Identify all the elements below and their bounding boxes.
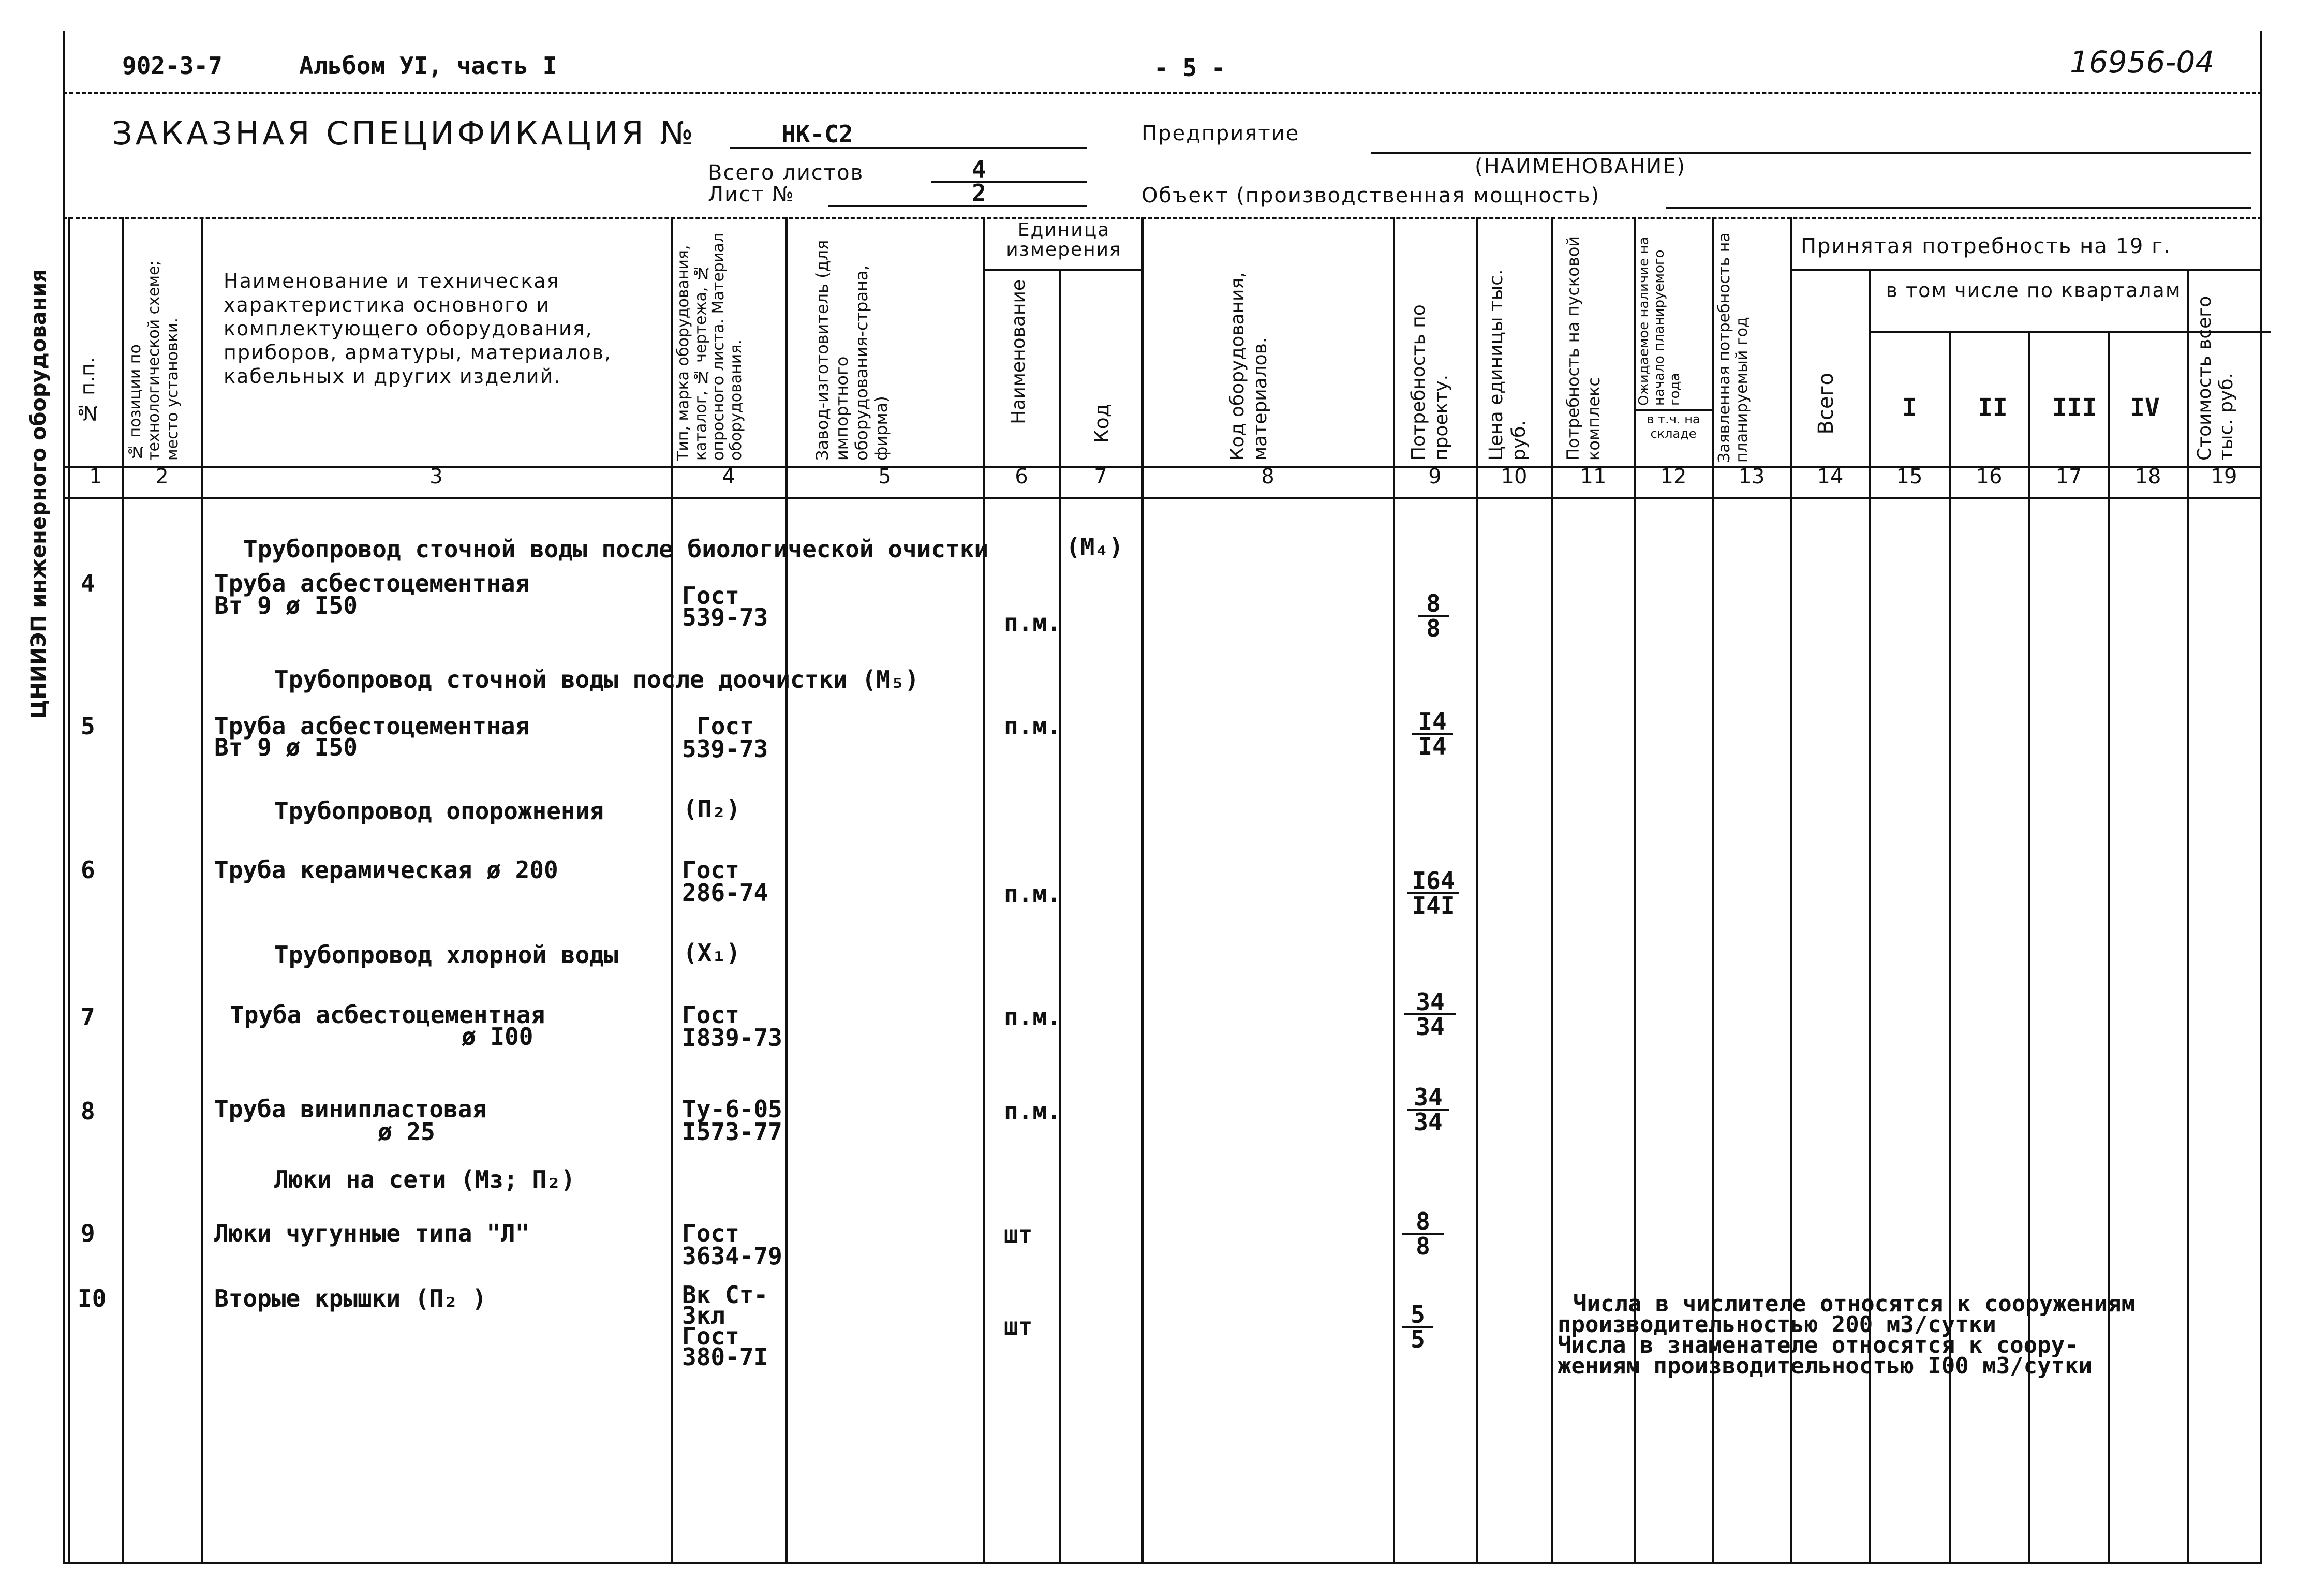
- quantity-numerator: I4: [1418, 707, 1447, 735]
- col-header-6: Наименование: [1008, 279, 1029, 424]
- row-number: 4: [81, 569, 95, 597]
- col-line-7: [1141, 217, 1144, 1563]
- section-code: (П₂): [683, 795, 740, 823]
- quantity-numerator: 34: [1416, 988, 1445, 1016]
- col-num-2: 2: [155, 465, 169, 489]
- row-type-line4: 380-7I: [682, 1343, 768, 1371]
- note-line-2: производительностью 200 м3/сутки: [1558, 1311, 1996, 1338]
- section-title: Трубопровод сточной воды после доочистки (М₅): [274, 666, 920, 693]
- row-type-line3: Гост: [682, 1322, 739, 1350]
- row-type-line1: Гост: [696, 712, 754, 740]
- row-quantity: [1418, 589, 1449, 642]
- col-line-18: [2187, 269, 2189, 1563]
- object-label: Объект (производственная мощность): [1141, 184, 1600, 208]
- quantity-numerator: 34: [1414, 1083, 1443, 1111]
- col-num-15: 15: [1896, 465, 1923, 489]
- col-header-9: Потребность по проекту.: [1408, 304, 1452, 461]
- col-line-10: [1551, 217, 1553, 1563]
- spec-title: ЗАКАЗНАЯ СПЕЦИФИКАЦИЯ №: [112, 114, 696, 152]
- total-sheets-underline: [931, 181, 1087, 183]
- col-header-7: Код: [1090, 404, 1113, 444]
- sheet-underline: [828, 205, 1087, 207]
- accepted-subheader-line: [1790, 269, 2261, 271]
- row-name-line1: Труба винипластовая: [214, 1095, 487, 1123]
- row-name-line2: Вт 9 ø I50: [214, 592, 358, 619]
- quarter-2: II: [1978, 393, 2008, 422]
- object-underline: [1666, 207, 2251, 209]
- row-number: 5: [81, 712, 95, 740]
- col-header-13: Заявленная потребность на планируемый год: [1715, 232, 1751, 463]
- page-number: - 5 -: [1154, 54, 1226, 82]
- quantity-denominator: 8: [1416, 1232, 1430, 1260]
- side-label: ЦНИИЭП инженерного оборудования: [27, 269, 51, 719]
- section-code: (М₄): [1066, 533, 1123, 561]
- frame-left: [63, 31, 65, 1563]
- quantity-numerator: 8: [1416, 1207, 1430, 1235]
- note-line-3: Числа в знаменателе относятся к соору-: [1558, 1332, 2079, 1358]
- c12-split-line: [1634, 409, 1712, 411]
- header-dashed-line: [63, 217, 2262, 219]
- col-header-6-7: Единица измерения: [1006, 219, 1122, 260]
- row-type-line1: Гост: [682, 856, 739, 884]
- row-number: 7: [81, 1003, 95, 1031]
- row-number: 8: [81, 1097, 95, 1125]
- col-num-16: 16: [1976, 465, 2003, 489]
- note-line-1: Числа в числителе относятся к сооружениям: [1573, 1291, 2136, 1317]
- section-title: Люки на сети (Мз; П₂): [274, 1165, 575, 1193]
- col-num-6: 6: [1015, 465, 1028, 489]
- col-header-19: Стоимость всего тыс. руб.: [2194, 295, 2237, 461]
- col-num-17: 17: [2055, 465, 2082, 489]
- col-num-9: 9: [1428, 465, 1442, 489]
- col-line-17: [2108, 331, 2110, 1563]
- row-type-line2: 539-73: [682, 603, 768, 631]
- quantity-denominator: 34: [1416, 1013, 1445, 1041]
- col-num-14: 14: [1817, 465, 1844, 489]
- col-header-3: Наименование и техническая характеристика основного и комплектующего оборудования, приборов, арматуры, материалов, кабельных и других изделий.: [224, 270, 612, 388]
- row-quantity: [1402, 1301, 1433, 1353]
- top-dashed-line: [63, 92, 2262, 94]
- section-code: (Х₁): [683, 939, 740, 967]
- row-name-line2: ø I00: [462, 1023, 533, 1051]
- row-unit: шт: [1004, 1220, 1033, 1248]
- col-header-14: Всего: [1814, 373, 1838, 435]
- col-num-12: 12: [1660, 465, 1687, 489]
- enterprise-label: Предприятие: [1141, 122, 1300, 145]
- section-title: Трубопровод хлорной воды: [274, 941, 618, 969]
- col-num-5: 5: [878, 465, 892, 489]
- col-num-8: 8: [1261, 465, 1274, 489]
- spec-number-underline: [730, 147, 1087, 149]
- row-quantity: [1407, 867, 1459, 920]
- col-line-2: [201, 217, 203, 1563]
- col-line-1: [122, 217, 124, 1563]
- row-quantity: [1402, 1207, 1444, 1260]
- row-name-line2: ø 25: [378, 1118, 435, 1146]
- col-line-3: [671, 217, 673, 1563]
- row-type-line1: Вк Ст-: [682, 1281, 768, 1309]
- col-num-3: 3: [429, 465, 443, 489]
- col-line-9: [1476, 217, 1478, 1563]
- row-type-line2: I839-73: [682, 1024, 782, 1052]
- row-type-line2: 286-74: [682, 879, 768, 907]
- unit-subheader-line: [983, 269, 1144, 271]
- quarter-3: III: [2052, 393, 2097, 422]
- row-name-line1: Труба керамическая ø 200: [214, 856, 558, 884]
- row-type-line1: Гост: [682, 1219, 739, 1247]
- row-number: 6: [81, 856, 95, 884]
- table-colnum-bottom: [63, 497, 2262, 499]
- col-num-4: 4: [722, 465, 735, 489]
- col-header-1: № п.п.: [76, 357, 99, 424]
- quarter-1: I: [1902, 393, 1917, 422]
- col-header-5: Завод-изготовитель (для импортного оборудования-страна, фирма): [812, 240, 891, 461]
- section-title: Трубопровод опорожнения: [274, 797, 604, 825]
- row-type-line2: 3кл: [682, 1302, 725, 1329]
- col-line-5: [983, 217, 985, 1563]
- row-number: I0: [78, 1284, 107, 1312]
- row-type-line2: 3634-79: [682, 1242, 782, 1270]
- quantity-denominator: 34: [1414, 1108, 1443, 1136]
- row-type-line1: Гост: [682, 1001, 739, 1029]
- col-num-7: 7: [1094, 465, 1107, 489]
- spec-number: НК-С2: [781, 120, 853, 148]
- total-sheets-value: 4: [972, 155, 986, 183]
- quantity-numerator: I64: [1412, 867, 1455, 895]
- col-header-8: Код оборудования, материалов.: [1227, 272, 1271, 461]
- row-name-line1: Труба асбестоцементная: [214, 712, 530, 740]
- col-header-2: № позиции по технологической схеме; место установки.: [126, 260, 182, 461]
- quantity-numerator: 8: [1426, 589, 1441, 617]
- row-number: 9: [81, 1219, 95, 1247]
- col-header-12-top: Ожидаемое наличие на начало планируемого года: [1636, 237, 1683, 406]
- col-header-10: Цена единицы тыс. руб.: [1486, 269, 1530, 461]
- col-num-11: 11: [1580, 465, 1607, 489]
- col-num-13: 13: [1738, 465, 1765, 489]
- album-code: 902-3-7: [122, 52, 223, 80]
- album-title: Альбом УI, часть I: [299, 52, 557, 80]
- row-unit: п.м.: [1004, 1097, 1061, 1125]
- row-name-line1: Люки чугунные типа "Л": [214, 1219, 530, 1247]
- col-header-14-18: Принятая потребность на 19 г.: [1801, 234, 2171, 258]
- frame-right: [2260, 31, 2262, 1563]
- row-name-line1: Труба асбестоцементная: [230, 1001, 545, 1029]
- row-name-line2: Вт 9 ø I50: [214, 733, 358, 761]
- row-type-line2: 539-73: [682, 735, 768, 763]
- quantity-denominator: I4I: [1412, 892, 1455, 920]
- quantity-denominator: 8: [1426, 614, 1441, 642]
- col-line-6: [1059, 269, 1061, 1563]
- col-header-15-18: в том числе по кварталам: [1886, 279, 2182, 302]
- row-unit: п.м.: [1004, 712, 1061, 740]
- col-line-4: [785, 217, 788, 1563]
- row-unit: п.м.: [1004, 880, 1061, 908]
- row-unit: п.м.: [1004, 1003, 1061, 1031]
- row-name-line1: Вторые крышки (П₂ ): [214, 1284, 487, 1312]
- frame-bottom: [63, 1562, 2262, 1564]
- quarter-4: IV: [2130, 393, 2160, 422]
- row-quantity: [1407, 1083, 1449, 1136]
- quantity-numerator: 5: [1411, 1301, 1425, 1328]
- col-header-11: Потребность на пусковой комплекс: [1563, 235, 1604, 461]
- row-type-line2: I573-77: [682, 1118, 782, 1146]
- row-unit: шт: [1004, 1312, 1033, 1340]
- row-quantity: [1412, 707, 1453, 760]
- row-name-line1: Труба асбестоцементная: [214, 569, 530, 597]
- section-title: Трубопровод сточной воды после биологической очистки: [243, 535, 989, 563]
- note-line-4: жениям производительностью I00 м3/сутки: [1558, 1353, 2093, 1379]
- row-type-line1: Гост: [682, 582, 739, 610]
- row-quantity: [1404, 988, 1456, 1041]
- quantity-denominator: I4: [1418, 732, 1447, 760]
- sheet-label: Лист №: [708, 183, 795, 206]
- quantity-denominator: 5: [1411, 1325, 1425, 1353]
- col-num-19: 19: [2211, 465, 2237, 489]
- col-header-4: Тип, марка оборудования, каталог, № чертежа, № опросного листа. Материал оборудования.: [674, 233, 745, 461]
- naming-label: (НАИМЕНОВАНИЕ): [1475, 155, 1686, 179]
- row-type-line1: Ту-6-05: [682, 1095, 782, 1123]
- col-header-12-bottom: в т.ч. на складе: [1647, 412, 1700, 441]
- frame-left-inner: [68, 217, 70, 1563]
- col-num-1: 1: [89, 465, 102, 489]
- total-sheets-label: Всего листов: [708, 161, 864, 185]
- col-num-18: 18: [2134, 465, 2161, 489]
- sheet-value: 2: [972, 179, 986, 207]
- row-unit: п.м.: [1004, 609, 1061, 637]
- col-line-8: [1393, 217, 1395, 1563]
- doc-number: 16956-04: [2070, 45, 2215, 80]
- col-num-10: 10: [1501, 465, 1528, 489]
